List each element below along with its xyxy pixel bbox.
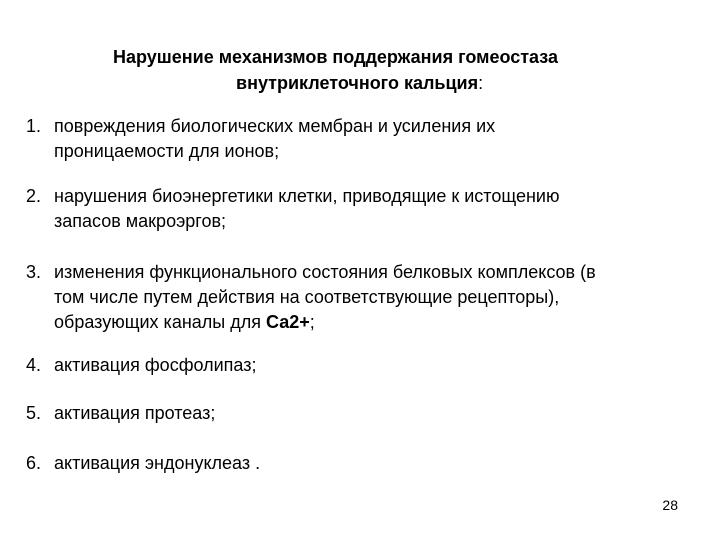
list-item-text: активация протеаз; [54, 403, 216, 423]
list-item-text-after-formula: ; [309, 312, 315, 332]
title-line-1: Нарушение механизмов поддержания гомеостаза [113, 47, 558, 67]
title-line-2 [60, 70, 660, 96]
list-item-number: 4. [26, 355, 42, 375]
list-item-text: повреждения биологических мембран и усиления их проницаемости для ионов; [54, 116, 496, 161]
list-item-text: нарушения биоэнергетики клетки, приводящие к истощению запасов макроэргов; [54, 186, 560, 231]
list-item-number: 3. [26, 262, 42, 282]
list-item-text: активация фосфолипаз; [54, 355, 257, 375]
list-item-text-before-formula: изменения функционального состояния белковых комплексов (в том числе путем действия на соответствующие рецепторы), образующих каналы для [54, 262, 596, 332]
list-item-4 [26, 353, 706, 378]
list-item-1 [26, 114, 706, 164]
list-item-2 [26, 184, 706, 234]
title-line-2-text: внутриклеточного кальция [236, 73, 479, 93]
title-colon: : [478, 73, 484, 93]
page-number: 28 [662, 497, 678, 513]
list-item-number: 2. [26, 186, 42, 206]
list-item-6 [26, 451, 706, 476]
list-item-number: 1. [26, 116, 42, 136]
calcium-ion-formula: Са2+ [265, 312, 310, 332]
slide-title [60, 44, 660, 96]
list-item-5 [26, 401, 706, 426]
list-item-text: активация эндонуклеаз . [54, 453, 261, 473]
list-item-3 [26, 260, 706, 335]
list-item-number: 6. [26, 453, 42, 473]
list-item-number: 5. [26, 403, 42, 423]
list-item-text [54, 260, 706, 335]
